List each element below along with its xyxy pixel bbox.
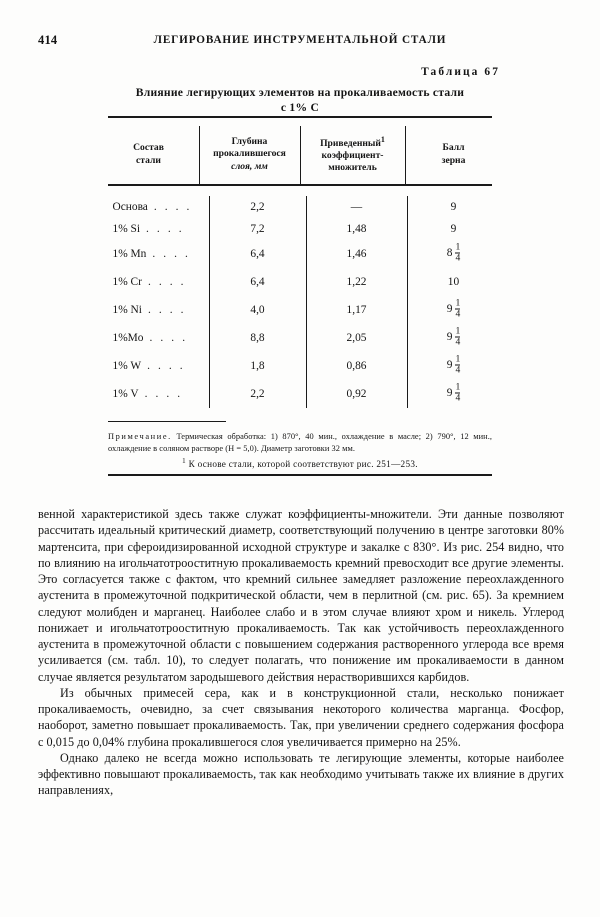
composition-label: 1% Mn <box>112 247 147 260</box>
cell-coefficient: 2,05 <box>306 324 407 352</box>
fraction-denominator: 4 <box>455 308 461 320</box>
grain-value <box>447 383 461 404</box>
grain-whole: 9 <box>446 387 453 400</box>
grain-fraction <box>455 299 460 320</box>
grain-whole: 9 <box>446 359 453 372</box>
fraction-numerator: 1 <box>455 353 461 365</box>
cell-depth: 2,2 <box>209 380 306 408</box>
table-bottom-spacer <box>0 408 600 414</box>
table-row <box>101 324 500 352</box>
header-line-1: Глубина <box>231 136 268 148</box>
grain-value <box>447 327 461 348</box>
paragraph-3: Однако далеко не всегда можно использовать те легирующие элементы, которые наиболее эффективно повышают прокаливаемость, так как необходимо учитывать также их влияние в других направлениях, <box>38 750 564 798</box>
note-text: Термическая обработка: 1) 870°, 40 мин., охлаждение в масле; 2) 790°, 12 мин., охлаждение в соляном растворе (H = 5,0). Диаметр заготовки 32 мм. <box>108 432 492 453</box>
table-row <box>101 218 500 240</box>
cell-coefficient: 0,92 <box>306 380 407 408</box>
cell-grain <box>407 380 500 408</box>
fraction-numerator: 1 <box>455 297 461 309</box>
paragraph-1: венной характеристикой здесь также служат коэффициенты-множители. Эти данные позволяют рассчитать идеальный критический диаметр, соответствующий получению в центре заготовки 80% мартенсита, при сфероидизированной исходной структуре и закалке с 830°. Из рис. 254 видно, что по влиянию на игольчатотрооститную прокаливаемость кремний превосходит все другие элементы. Это согласуется также с фактом, что кремний сильнее замедляет разложение переохлажденного аустенита в промежуточной подкритической области, чем в перлитной (см. рис. 65). За кремнием следуют молибден и марганец. Наиболее слабо и в этом случае влияют хром и никель. Углерод понижает и игольчатотрооститную прокаливаемость. Так как устойчивость переохлажденного аустенита в промежуточной области с повышением содержания растворенного углерода все время усиливается (см. табл. 10), то следует полагать, что понижение им прокаливаемости в данном случае является результатом зародышевого действия нерастворившихся карбидов. <box>38 507 564 684</box>
alloying-elements-table <box>99 126 502 184</box>
footnote-marker: 1 <box>182 457 186 466</box>
table-header-rule <box>108 184 492 186</box>
composition-label: 1% V <box>112 387 139 400</box>
fraction-denominator: 4 <box>455 364 461 376</box>
leader-dots: . . . . <box>147 275 187 288</box>
grain-fraction <box>455 327 460 348</box>
cell-grain <box>407 352 500 380</box>
note-label: Примечание. <box>108 432 172 442</box>
cell-composition <box>101 296 210 324</box>
table-row <box>101 296 500 324</box>
fraction-numerator: 1 <box>455 325 461 337</box>
table-row <box>101 196 500 218</box>
cell-composition <box>101 352 210 380</box>
fraction-numerator: 1 <box>455 241 461 253</box>
cell-grain <box>407 218 500 240</box>
column-header-grain <box>405 126 502 184</box>
cell-coefficient: — <box>306 196 407 218</box>
grain-whole: 9 <box>450 200 457 213</box>
table-note <box>108 431 492 454</box>
cell-grain <box>407 324 500 352</box>
cell-coefficient: 1,17 <box>306 296 407 324</box>
table-caption-line2: с 1% C <box>280 101 320 115</box>
header-line-1: Приведенный <box>320 137 381 149</box>
table-footnote <box>108 457 492 469</box>
grain-fraction <box>455 383 460 404</box>
header-line-3: множитель <box>328 162 377 174</box>
fraction-numerator: 1 <box>455 381 461 393</box>
column-header-coefficient <box>300 126 405 184</box>
table-head <box>99 126 502 184</box>
grain-value <box>448 277 459 288</box>
cell-coefficient: 1,48 <box>306 218 407 240</box>
table-row <box>101 380 500 408</box>
header-line-3: слоя, мм <box>231 160 268 172</box>
grain-whole: 10 <box>447 275 460 288</box>
cell-composition <box>101 268 210 296</box>
header-line-1: Балл <box>442 142 465 154</box>
table-number-label: Таблица 67 <box>421 66 500 78</box>
grain-value <box>447 243 461 264</box>
cell-coefficient: 0,86 <box>306 352 407 380</box>
running-title: ЛЕГИРОВАНИЕ ИНСТРУМЕНТАЛЬНОЙ СТАЛИ <box>153 34 447 46</box>
footnote-text: К основе стали, которой соответствуют рис. 251—253. <box>188 459 418 470</box>
cell-grain <box>407 196 500 218</box>
cell-composition <box>101 196 210 218</box>
grain-whole: 9 <box>450 222 457 235</box>
grain-whole: 9 <box>446 303 453 316</box>
grain-value <box>447 299 461 320</box>
table-body <box>101 196 500 408</box>
grain-value <box>451 202 457 213</box>
cell-depth: 2,2 <box>209 196 306 218</box>
leader-dots: . . . . <box>147 359 186 372</box>
leader-dots: . . . . <box>144 387 183 400</box>
column-header-depth <box>199 126 300 184</box>
leader-dots: . . . . <box>146 222 185 235</box>
composition-label: Основа <box>112 200 148 213</box>
cell-composition <box>101 380 210 408</box>
grain-value <box>451 224 457 235</box>
alloying-elements-table-body <box>101 196 500 408</box>
grain-whole: 9 <box>446 331 453 344</box>
leader-dots: . . . . <box>153 200 192 213</box>
header-line-2: стали <box>136 154 161 166</box>
cell-depth: 4,0 <box>209 296 306 324</box>
leader-dots: . . . . <box>149 331 188 344</box>
paragraph-2: Из обычных примесей сера, как и в конструкционной стали, несколько понижает прокаливаемость, очевидно, за счет связывания некоторого количества марганца. Фосфор, наоборот, заметно повышает прокаливаемость. Так, при увеличении среднего содержания фосфора с 0,015 до 0,04% глубина прокалившегося слоя увеличивается примерно на 25%. <box>38 685 564 749</box>
cell-depth: 6,4 <box>209 240 306 268</box>
composition-label: 1% W <box>112 359 142 372</box>
table-row <box>101 268 500 296</box>
table-caption-line1: Влияние легирующих элементов на прокаливаемость стали <box>135 86 465 99</box>
header-line-1: Состав <box>133 142 164 154</box>
composition-label: 1% Cr <box>112 275 142 288</box>
header-line-2: прокалившегося <box>213 148 286 160</box>
grain-value <box>447 355 461 376</box>
column-header-composition <box>99 126 200 184</box>
running-head <box>0 33 600 51</box>
grain-fraction <box>455 355 460 376</box>
table-caption <box>0 85 600 116</box>
table-header-row <box>99 126 502 184</box>
table-block <box>0 66 600 476</box>
cell-depth: 1,8 <box>209 352 306 380</box>
fraction-denominator: 4 <box>455 392 461 404</box>
fraction-denominator: 4 <box>455 252 461 264</box>
cell-composition <box>101 324 210 352</box>
grain-fraction <box>455 243 460 264</box>
page-number: 414 <box>38 33 58 47</box>
composition-label: 1% Si <box>112 222 141 235</box>
cell-grain <box>407 296 500 324</box>
cell-grain <box>407 268 500 296</box>
table-row <box>101 240 500 268</box>
cell-grain <box>407 240 500 268</box>
fraction-denominator: 4 <box>455 336 461 348</box>
cell-coefficient: 1,46 <box>306 240 407 268</box>
note-rule <box>108 421 226 422</box>
leader-dots: . . . . <box>152 247 191 260</box>
table-row <box>101 352 500 380</box>
cell-depth: 6,4 <box>209 268 306 296</box>
table-top-rule <box>108 116 492 119</box>
leader-dots: . . . . <box>147 303 187 316</box>
cell-composition <box>101 218 210 240</box>
footnote-rule <box>108 474 492 475</box>
header-line-2: зерна <box>441 154 466 166</box>
cell-depth: 8,8 <box>209 324 306 352</box>
grain-whole: 8 <box>446 247 453 260</box>
header-line-2: коэффициент- <box>321 150 384 162</box>
composition-label: 1% Ni <box>112 303 142 316</box>
cell-composition <box>101 240 210 268</box>
composition-label: 1%Mo <box>112 331 144 344</box>
header-footnote-marker: 1 <box>380 134 385 144</box>
body-text <box>38 506 564 799</box>
cell-coefficient: 1,22 <box>306 268 407 296</box>
cell-depth: 7,2 <box>209 218 306 240</box>
